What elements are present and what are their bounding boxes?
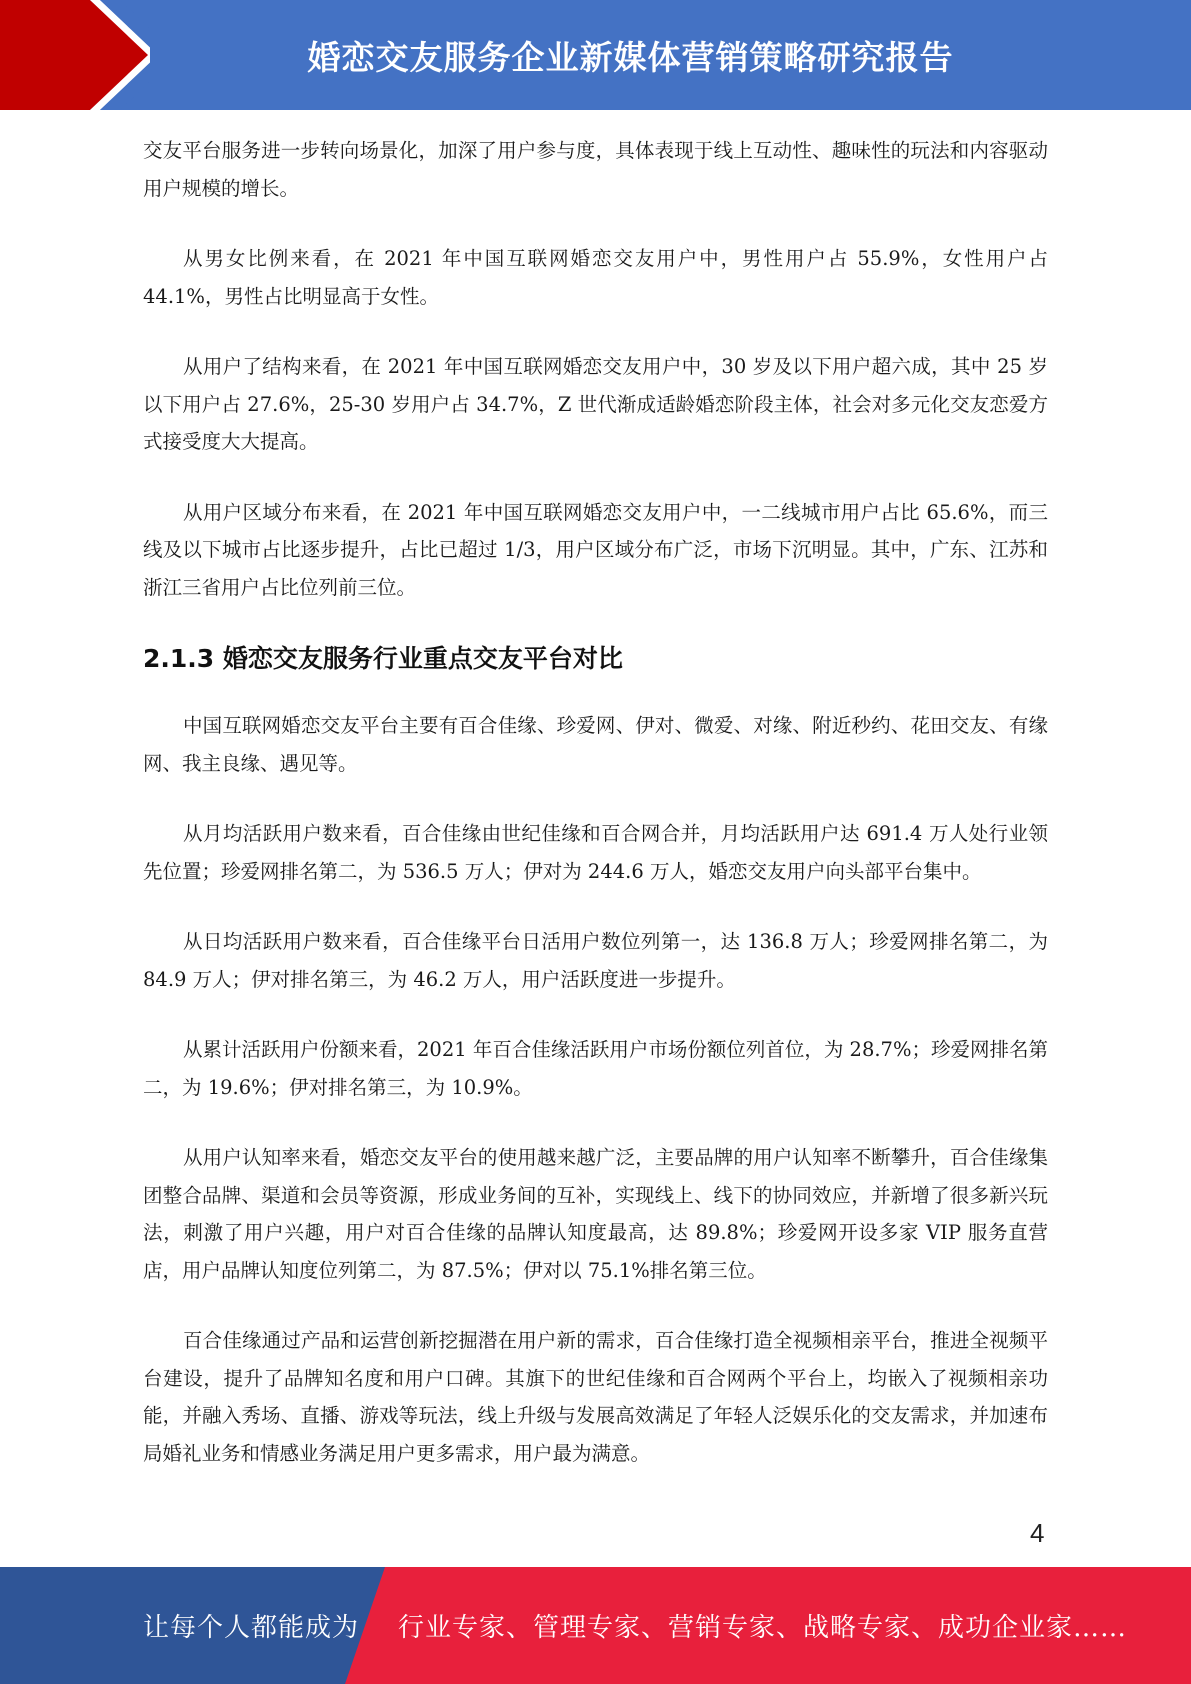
report-title: 婚恋交友服务企业新媒体营销策略研究报告 — [307, 37, 954, 77]
page-header — [0, 0, 1191, 110]
body-paragraph: 百合佳缘通过产品和运营创新挖掘潜在用户新的需求，百合佳缘打造全视频相亲平台，推进全视频平台建设，提升了品牌知名度和用户口碑。其旗下的世纪佳缘和百合网两个平台上，均嵌入了视频相亲功能，并融入秀场、直播、游戏等玩法，线上升级与发展高效满足了年轻人泛娱乐化的交友需求，并加速布局婚礼业务和情感业务满足用户更多需求，用户最为满意。 — [143, 1329, 1048, 1465]
body-paragraph: 从月均活跃用户数来看，百合佳缘由世纪佳缘和百合网合并，月均活跃用户达 691.4 万人处行业领先位置；珍爱网排名第二，为 536.5 万人；伊对为 244.6 万人，婚恋交友用户向头部平台集中。 — [143, 822, 1048, 883]
body-paragraph: 从累计活跃用户份额来看，2021 年百合佳缘活跃用户市场份额位列首位，为 28.7%；珍爱网排名第二，为 19.6%；伊对排名第三，为 10.9%。 — [143, 1038, 1048, 1099]
page-footer — [0, 1567, 1191, 1684]
body-paragraph: 从日均活跃用户数来看，百合佳缘平台日活用户数位列第一，达 136.8 万人；珍爱网排名第二，为 84.9 万人；伊对排名第三，为 46.2 万人，用户活跃度进一步提升。 — [143, 930, 1048, 991]
body-paragraph: 从男女比例来看，在 2021 年中国互联网婚恋交友用户中，男性用户占 55.9%，女性用户占 44.1%，男性占比明显高于女性。 — [143, 247, 1048, 308]
body-paragraph: 从用户认知率来看，婚恋交友平台的使用越来越广泛，主要品牌的用户认知率不断攀升，百合佳缘集团整合品牌、渠道和会员等资源，形成业务间的互补，实现线上、线下的协同效应，并新增了很多新兴玩法，刺激了用户兴趣，用户对百合佳缘的品牌认知度最高，达 89.8%；珍爱网开设多家 VIP 服务直营店，用户品牌认知度位列第二，为 87.5%；伊对以 75.1%排名第三位。 — [143, 1146, 1048, 1282]
main-content — [143, 132, 1048, 1505]
body-paragraph: 从用户区域分布来看，在 2021 年中国互联网婚恋交友用户中，一二线城市用户占比 65.6%，而三线及以下城市占比逐步提升，占比已超过 1/3，用户区域分布广泛，市场下沉明显。其中，广东、江苏和浙江三省用户占比位列前三位。 — [143, 500, 1048, 599]
footer-slogan-right: 行业专家、管理专家、营销专家、战略专家、成功企业家…… — [398, 1613, 1128, 1643]
header-arrow-decoration — [0, 0, 150, 110]
body-paragraph: 中国互联网婚恋交友平台主要有百合佳缘、珍爱网、伊对、微爱、对缘、附近秒约、花田交友、有缘网、我主良缘、遇见等。 — [143, 714, 1048, 775]
page-number: 4 — [1030, 1518, 1045, 1548]
body-paragraph: 从用户了结构来看，在 2021 年中国互联网婚恋交友用户中，30 岁及以下用户超六成，其中 25 岁以下用户占 27.6%，25-30 岁用户占 34.7%，Z 世代渐成适龄婚恋阶段主体，社会对多元化交友恋爱方式接受度大大提高。 — [143, 355, 1048, 453]
footer-slogan-left: 让每个人都能成为 — [143, 1613, 360, 1643]
body-paragraph: 交友平台服务进一步转向场景化，加深了用户参与度，具体表现于线上互动性、趣味性的玩法和内容驱动用户规模的增长。 — [143, 139, 1048, 200]
section-heading: 2.1.3 婚恋交友服务行业重点交友平台对比 — [143, 644, 623, 673]
